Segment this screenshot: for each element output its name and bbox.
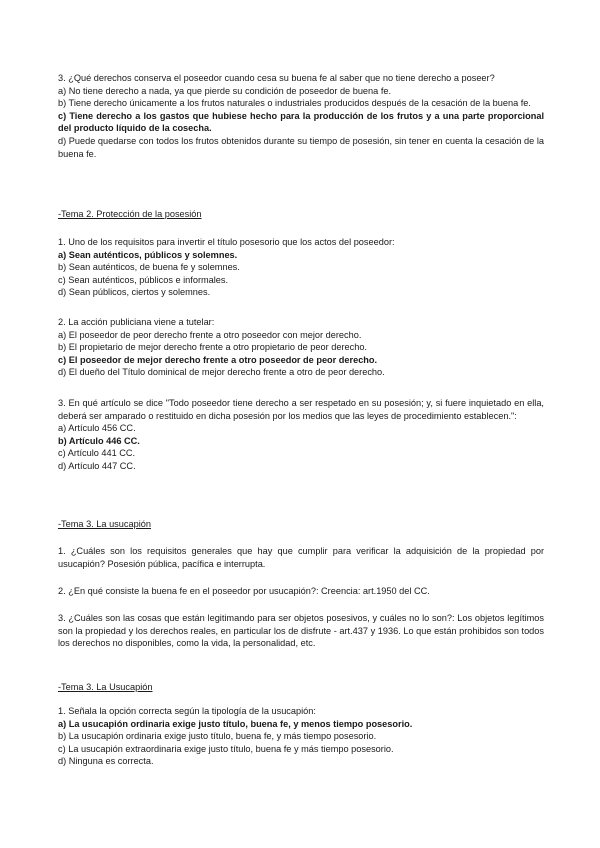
question-text: 2. ¿En qué consiste la buena fe en el poseedor por usucapión?: Creencia: art.1950 del CC. xyxy=(58,586,430,596)
option-b-correct: b) Artículo 446 CC. xyxy=(58,435,140,446)
option-b: b) La usucapión ordinaria exige justo título, buena fe, y más tiempo posesorio. xyxy=(58,731,377,742)
option-d: d) Puede quedarse con todos los frutos obtenidos durante su tiempo de posesión, sin tener en cuenta la cesación de la buena fe. xyxy=(58,135,544,159)
option-a: a) No tiene derecho a nada, ya que pierde su condición de poseedor de buena fe. xyxy=(58,85,392,96)
option-c: c) Artículo 441 CC. xyxy=(58,448,136,459)
tema-3b-heading xyxy=(58,681,544,694)
option-a-correct: a) Sean auténticos, públicos y solemnes. xyxy=(58,249,238,260)
tema-2-question-2 xyxy=(58,316,544,379)
question-text: 1. ¿Cuáles son los requisitos generales que hay que cumplir para verificar la adquisición de la propiedad por usucapión? Posesión pública, pacífica e interrupta. xyxy=(58,546,544,569)
section-heading: -Tema 3. La usucapión xyxy=(58,519,151,529)
option-d: d) Artículo 447 CC. xyxy=(58,460,136,471)
option-b: b) El propietario de mejor derecho frente a otro propietario de peor derecho. xyxy=(58,342,367,353)
section-heading: -Tema 2. Protección de la posesión xyxy=(58,209,202,219)
question-text: 1. Uno de los requisitos para invertir el título posesorio que los actos del poseedor: xyxy=(58,237,395,247)
option-d: d) Sean públicos, ciertos y solemnes. xyxy=(58,287,211,298)
tema-3-heading xyxy=(58,518,544,531)
question-text: 3. ¿Cuáles son las cosas que están legitimando para ser objetos posesivos, y cuáles no lo son?: Los objetos legítimos son la propiedad y los derechos reales, en particular los de disfrute - art.437 y 1936. Lo que están prohibidos son todos los derechos no disponibles, como la vida, la personalidad, etc. xyxy=(58,613,544,649)
option-a: a) Artículo 456 CC. xyxy=(58,423,136,434)
option-b: b) Sean auténticos, de buena fe y solemnes. xyxy=(58,262,240,273)
question-3-block xyxy=(58,72,544,160)
tema-2-question-1 xyxy=(58,236,544,299)
question-text: 1. Señala la opción correcta según la tipología de la usucapión: xyxy=(58,706,316,716)
tema-3b-question-1 xyxy=(58,705,544,768)
tema-3-question-3 xyxy=(58,612,544,650)
option-c-correct: c) Tiene derecho a los gastos que hubiese hecho para la producción de los frutos y a una parte proporcional del producto líquido de la cosecha. xyxy=(58,110,544,134)
option-c: c) Sean auténticos, públicos e informales. xyxy=(58,274,229,285)
question-text: 3. ¿Qué derechos conserva el poseedor cuando cesa su buena fe al saber que no tiene derecho a poseer? xyxy=(58,73,495,83)
question-text: 2. La acción publiciana viene a tutelar: xyxy=(58,317,215,327)
section-heading: -Tema 3. La Usucapión xyxy=(58,682,153,692)
tema-3-question-1 xyxy=(58,545,544,570)
option-a: a) El poseedor de peor derecho frente a otro poseedor con mejor derecho. xyxy=(58,329,362,340)
option-d: d) Ninguna es correcta. xyxy=(58,756,154,767)
tema-3-question-2 xyxy=(58,585,544,598)
option-a-correct: a) La usucapión ordinaria exige justo título, buena fe, y menos tiempo posesorio. xyxy=(58,718,413,729)
question-text: 3. En qué artículo se dice "Todo poseedor tiene derecho a ser respetado en su posesión; y, si fuere inquietado en ella, deberá ser amparado o restituido en dicha posesión por los medios que las leyes de procedimiento establecen.": xyxy=(58,398,544,421)
option-c-correct: c) El poseedor de mejor derecho frente a otro poseedor de peor derecho. xyxy=(58,354,378,365)
option-d: d) El dueño del Título dominical de mejor derecho frente a otro de peor derecho. xyxy=(58,367,385,378)
option-b: b) Tiene derecho únicamente a los frutos naturales o industriales producidos después de la cesación de la buena fe. xyxy=(58,98,531,109)
option-c: c) La usucapión extraordinaria exige justo título, buena fe y más tiempo posesorio. xyxy=(58,743,394,754)
tema-2-heading xyxy=(58,208,544,221)
tema-2-question-3 xyxy=(58,397,544,473)
